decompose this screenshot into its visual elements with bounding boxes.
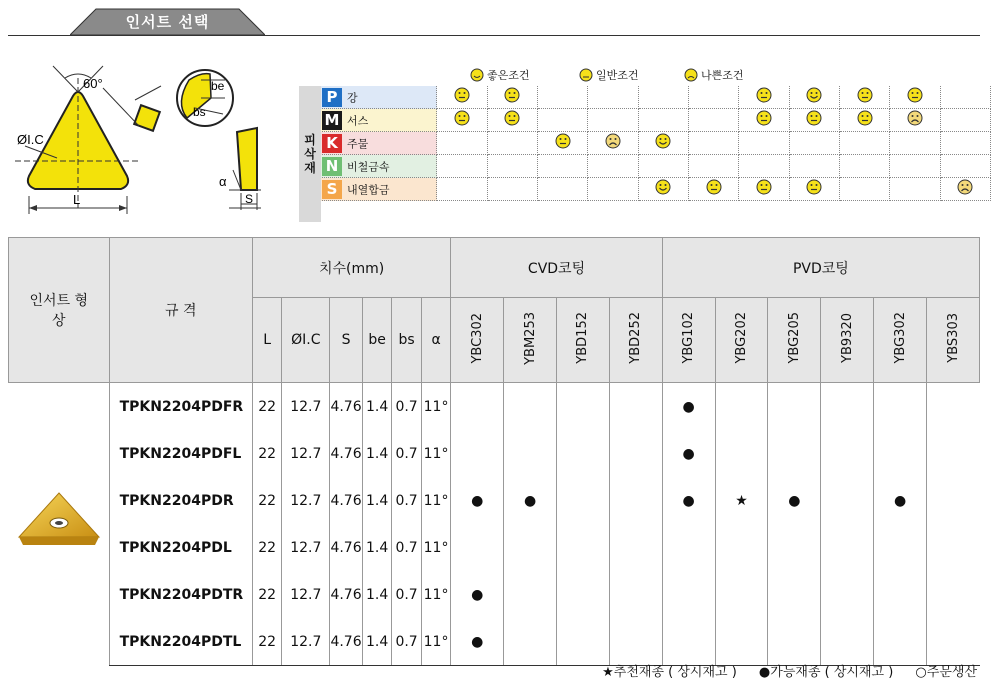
condition-row xyxy=(299,132,991,155)
recommended-mark: ★ xyxy=(715,477,768,524)
dim-value: 1.4 xyxy=(362,477,391,524)
condition-cell xyxy=(487,178,537,201)
grade-mark xyxy=(821,618,874,666)
dim-value: 4.76 xyxy=(330,524,363,571)
grade-mark xyxy=(557,383,610,431)
grade-mark xyxy=(874,524,927,571)
grade-mark: ● xyxy=(662,477,715,524)
grade-mark xyxy=(504,430,557,477)
grade-mark xyxy=(504,524,557,571)
cvd-group-header: CVD코팅 xyxy=(451,238,662,298)
grade-mark: ● xyxy=(874,477,927,524)
condition-cell xyxy=(437,132,487,155)
ic-label: ØI.C xyxy=(17,132,44,147)
grade-mark xyxy=(662,618,715,666)
condition-cell xyxy=(890,86,940,109)
alpha-label: α xyxy=(219,174,227,189)
grade-mark xyxy=(768,571,821,618)
insert-image xyxy=(15,487,103,557)
grade-mark xyxy=(715,430,768,477)
condition-row xyxy=(299,109,991,132)
dim-value: 0.7 xyxy=(392,430,421,477)
condition-cell xyxy=(538,178,588,201)
spec-code: TPKN2204PDR xyxy=(109,477,252,524)
grade-name: YB9320 xyxy=(839,313,855,363)
spec-code: TPKN2204PDTL xyxy=(109,618,252,666)
good-face-icon xyxy=(655,133,671,149)
grade-mark xyxy=(662,524,715,571)
dim-value: 11° xyxy=(421,618,450,666)
grade-name: YBG202 xyxy=(734,312,750,364)
grade-mark: ● xyxy=(662,383,715,431)
dim-header: be xyxy=(362,298,391,383)
condition-cell xyxy=(739,86,789,109)
grade-name: YBD252 xyxy=(628,312,644,364)
grade-mark xyxy=(768,524,821,571)
condition-cell xyxy=(487,86,537,109)
condition-cell xyxy=(487,155,537,178)
grade-mark xyxy=(927,524,980,571)
condition-cell xyxy=(739,155,789,178)
grade-mark xyxy=(874,618,927,666)
table-row xyxy=(9,571,980,618)
condition-cell xyxy=(437,109,487,132)
grade-mark xyxy=(557,430,610,477)
condition-cell xyxy=(487,132,537,155)
dim-value: 12.7 xyxy=(282,383,330,431)
material-code-badge: P xyxy=(322,88,342,107)
grade-mark xyxy=(504,618,557,666)
normal-face-icon xyxy=(555,133,571,149)
dim-header: α xyxy=(421,298,450,383)
grade-header xyxy=(768,298,821,383)
dim-value: 4.76 xyxy=(330,430,363,477)
condition-cell xyxy=(437,178,487,201)
condition-cell xyxy=(890,109,940,132)
grade-mark: ● xyxy=(662,430,715,477)
condition-cell xyxy=(689,178,739,201)
grade-header xyxy=(715,298,768,383)
grade-mark xyxy=(715,571,768,618)
normal-face-icon xyxy=(907,87,923,103)
material-code-badge: S xyxy=(322,180,342,199)
condition-cell xyxy=(638,132,688,155)
normal-face-icon xyxy=(756,110,772,126)
grade-header xyxy=(927,298,980,383)
bad-face-icon xyxy=(907,110,923,126)
condition-cell xyxy=(789,109,839,132)
grade-header xyxy=(874,298,927,383)
side-char: 삭 xyxy=(304,147,316,161)
condition-cell xyxy=(739,132,789,155)
grade-mark: ● xyxy=(451,571,504,618)
dim-value: 0.7 xyxy=(392,383,421,431)
grade-mark xyxy=(821,383,874,431)
table-row xyxy=(9,618,980,666)
dim-value: 22 xyxy=(252,524,281,571)
bad-face-icon xyxy=(605,133,621,149)
grade-mark xyxy=(927,430,980,477)
grade-name: YBD152 xyxy=(575,312,591,364)
grade-mark xyxy=(504,571,557,618)
grade-mark: ● xyxy=(451,477,504,524)
grade-mark xyxy=(927,477,980,524)
s-label: S xyxy=(245,192,254,206)
dim-value: 0.7 xyxy=(392,618,421,666)
condition-cell xyxy=(839,109,889,132)
condition-cell xyxy=(789,132,839,155)
grade-name: YBG102 xyxy=(681,312,697,364)
good-face-icon xyxy=(806,87,822,103)
spec-code: TPKN2204PDTR xyxy=(109,571,252,618)
dim-value: 11° xyxy=(421,383,450,431)
l-label: L xyxy=(73,192,81,207)
grade-mark xyxy=(609,430,662,477)
dim-header: ØI.C xyxy=(282,298,330,383)
condition-cell xyxy=(839,155,889,178)
dim-value: 1.4 xyxy=(362,618,391,666)
condition-cell xyxy=(839,86,889,109)
dim-value: 0.7 xyxy=(392,477,421,524)
material-code-badge: N xyxy=(322,157,342,176)
dim-value: 0.7 xyxy=(392,571,421,618)
condition-cell xyxy=(839,132,889,155)
dim-value: 22 xyxy=(252,477,281,524)
insert-shape-cell xyxy=(9,383,110,666)
grade-mark xyxy=(609,524,662,571)
legend-good-label: 좋은조건 xyxy=(487,69,530,82)
legend-bad-label: 나쁜조건 xyxy=(701,69,744,82)
grade-mark xyxy=(504,383,557,431)
good-face-icon xyxy=(655,179,671,195)
dim-value: 4.76 xyxy=(330,571,363,618)
condition-cell xyxy=(789,178,839,201)
grade-mark xyxy=(557,524,610,571)
normal-face-icon xyxy=(756,87,772,103)
recommended-legend: ★추천재종 ( 상시재고 ) xyxy=(602,665,737,680)
grade-mark: ● xyxy=(451,618,504,666)
table-row xyxy=(9,477,980,524)
normal-face-icon xyxy=(806,179,822,195)
bad-face-icon xyxy=(957,179,973,195)
grade-mark: ● xyxy=(768,477,821,524)
dim-group-header: 치수(mm) xyxy=(252,238,450,298)
grade-mark xyxy=(662,571,715,618)
dim-value: 11° xyxy=(421,430,450,477)
insert-spec-table xyxy=(8,237,980,666)
condition-cell xyxy=(940,155,990,178)
grade-mark xyxy=(557,477,610,524)
grade-mark xyxy=(927,571,980,618)
grade-mark xyxy=(451,383,504,431)
normal-face-icon xyxy=(454,87,470,103)
available-legend: ●가능재종 ( 상시재고 ) xyxy=(758,665,894,680)
grade-mark xyxy=(609,618,662,666)
condition-cell xyxy=(588,155,638,178)
be-label: be xyxy=(211,79,225,93)
grade-mark xyxy=(557,618,610,666)
dim-value: 1.4 xyxy=(362,524,391,571)
grade-mark xyxy=(451,430,504,477)
dim-value: 11° xyxy=(421,571,450,618)
dim-value: 12.7 xyxy=(282,430,330,477)
grade-mark xyxy=(874,430,927,477)
grade-mark xyxy=(768,618,821,666)
dim-value: 4.76 xyxy=(330,383,363,431)
normal-face-icon xyxy=(454,110,470,126)
grade-mark xyxy=(821,430,874,477)
dim-value: 22 xyxy=(252,383,281,431)
angle-label: 60° xyxy=(83,76,103,91)
grade-mark xyxy=(557,571,610,618)
spec-code: TPKN2204PDFL xyxy=(109,430,252,477)
condition-cell xyxy=(689,86,739,109)
condition-cell xyxy=(588,109,638,132)
grade-mark xyxy=(609,383,662,431)
table-row xyxy=(9,430,980,477)
dim-value: 22 xyxy=(252,571,281,618)
grade-name: YBS303 xyxy=(945,313,961,363)
condition-cell xyxy=(588,86,638,109)
grade-mark xyxy=(715,524,768,571)
legend-bad xyxy=(684,67,744,83)
dim-header: bs xyxy=(392,298,421,383)
table-row xyxy=(9,524,980,571)
dim-value: 11° xyxy=(421,477,450,524)
normal-face-icon xyxy=(504,87,520,103)
dim-value: 1.4 xyxy=(362,383,391,431)
col-shape-header: 인서트 형상 xyxy=(9,238,110,383)
condition-cell xyxy=(437,86,487,109)
table-row xyxy=(9,383,980,431)
grade-name: YBC302 xyxy=(469,312,485,364)
condition-cell xyxy=(689,155,739,178)
normal-face-icon xyxy=(756,179,772,195)
normal-face-icon xyxy=(806,110,822,126)
condition-cell xyxy=(890,132,940,155)
grade-header xyxy=(557,298,610,383)
normal-face-icon xyxy=(504,110,520,126)
condition-cell xyxy=(588,132,638,155)
grade-name: YBM253 xyxy=(522,311,538,365)
grade-mark xyxy=(874,571,927,618)
material-name: 비철금속 xyxy=(347,160,390,173)
condition-cell xyxy=(638,178,688,201)
condition-cell xyxy=(940,132,990,155)
condition-cell xyxy=(538,155,588,178)
condition-cell xyxy=(638,109,688,132)
condition-cell xyxy=(739,178,789,201)
insert-diagram xyxy=(15,58,275,228)
legend-normal xyxy=(579,67,639,83)
bs-label: bs xyxy=(193,105,206,119)
footer-legend xyxy=(584,661,977,680)
legend-normal-label: 일반조건 xyxy=(596,69,639,82)
condition-cell xyxy=(487,109,537,132)
side-char: 재 xyxy=(304,161,316,175)
grade-mark xyxy=(768,430,821,477)
material-code-badge: K xyxy=(322,134,342,153)
good-face-icon xyxy=(470,68,484,82)
dim-value: 22 xyxy=(252,618,281,666)
condition-cell xyxy=(839,178,889,201)
grade-mark xyxy=(715,618,768,666)
dim-value: 12.7 xyxy=(282,477,330,524)
condition-cell xyxy=(689,132,739,155)
grade-name: YBG205 xyxy=(786,312,802,364)
condition-cell xyxy=(638,155,688,178)
grade-header xyxy=(662,298,715,383)
grade-mark xyxy=(874,383,927,431)
condition-cell xyxy=(789,86,839,109)
condition-row xyxy=(299,86,991,109)
condition-cell xyxy=(940,109,990,132)
material-condition-grid xyxy=(299,86,991,201)
condition-cell xyxy=(638,86,688,109)
order-legend: ○주문생산 xyxy=(915,665,977,680)
dim-value: 12.7 xyxy=(282,571,330,618)
bad-face-icon xyxy=(684,68,698,82)
material-code-badge: M xyxy=(322,111,342,130)
grade-mark xyxy=(927,383,980,431)
condition-cell xyxy=(940,178,990,201)
legend-good xyxy=(470,67,530,83)
condition-cell xyxy=(689,109,739,132)
spec-code: TPKN2204PDL xyxy=(109,524,252,571)
condition-cell xyxy=(890,155,940,178)
dim-value: 1.4 xyxy=(362,571,391,618)
condition-cell xyxy=(538,86,588,109)
condition-cell xyxy=(538,109,588,132)
grade-header xyxy=(821,298,874,383)
spec-code: TPKN2204PDFR xyxy=(109,383,252,431)
material-name: 내열합금 xyxy=(347,183,390,196)
dim-value: 0.7 xyxy=(392,524,421,571)
condition-cell xyxy=(940,86,990,109)
normal-face-icon xyxy=(857,87,873,103)
dim-value: 12.7 xyxy=(282,524,330,571)
condition-cell xyxy=(890,178,940,201)
condition-cell xyxy=(538,132,588,155)
grade-mark xyxy=(821,524,874,571)
material-name: 주물 xyxy=(347,137,369,150)
dim-value: 22 xyxy=(252,430,281,477)
section-tab xyxy=(70,8,265,36)
grade-mark xyxy=(609,571,662,618)
grade-mark xyxy=(609,477,662,524)
grade-mark xyxy=(451,524,504,571)
section-title: 인서트 선택 xyxy=(125,13,210,31)
normal-face-icon xyxy=(706,179,722,195)
condition-row xyxy=(299,155,991,178)
grade-header xyxy=(451,298,504,383)
grade-header xyxy=(504,298,557,383)
grade-mark xyxy=(768,383,821,431)
grade-mark: ● xyxy=(504,477,557,524)
col-spec-header: 규 격 xyxy=(109,238,252,383)
condition-cell xyxy=(789,155,839,178)
grade-mark xyxy=(821,571,874,618)
grade-mark xyxy=(821,477,874,524)
pvd-group-header: PVD코팅 xyxy=(662,238,979,298)
normal-face-icon xyxy=(857,110,873,126)
grade-header xyxy=(609,298,662,383)
dim-value: 12.7 xyxy=(282,618,330,666)
dim-header: S xyxy=(330,298,363,383)
condition-row xyxy=(299,178,991,201)
dim-value: 4.76 xyxy=(330,618,363,666)
grade-mark xyxy=(715,383,768,431)
dim-value: 11° xyxy=(421,524,450,571)
condition-cell xyxy=(588,178,638,201)
grade-name: YBG302 xyxy=(892,312,908,364)
material-name: 서스 xyxy=(347,114,369,127)
material-side-label xyxy=(299,86,321,222)
normal-face-icon xyxy=(579,68,593,82)
condition-cell xyxy=(739,109,789,132)
material-name: 강 xyxy=(347,91,358,104)
dim-value: 1.4 xyxy=(362,430,391,477)
grade-mark xyxy=(927,618,980,666)
side-char: 피 xyxy=(304,133,316,147)
condition-cell xyxy=(437,155,487,178)
dim-header: L xyxy=(252,298,281,383)
dim-value: 4.76 xyxy=(330,477,363,524)
